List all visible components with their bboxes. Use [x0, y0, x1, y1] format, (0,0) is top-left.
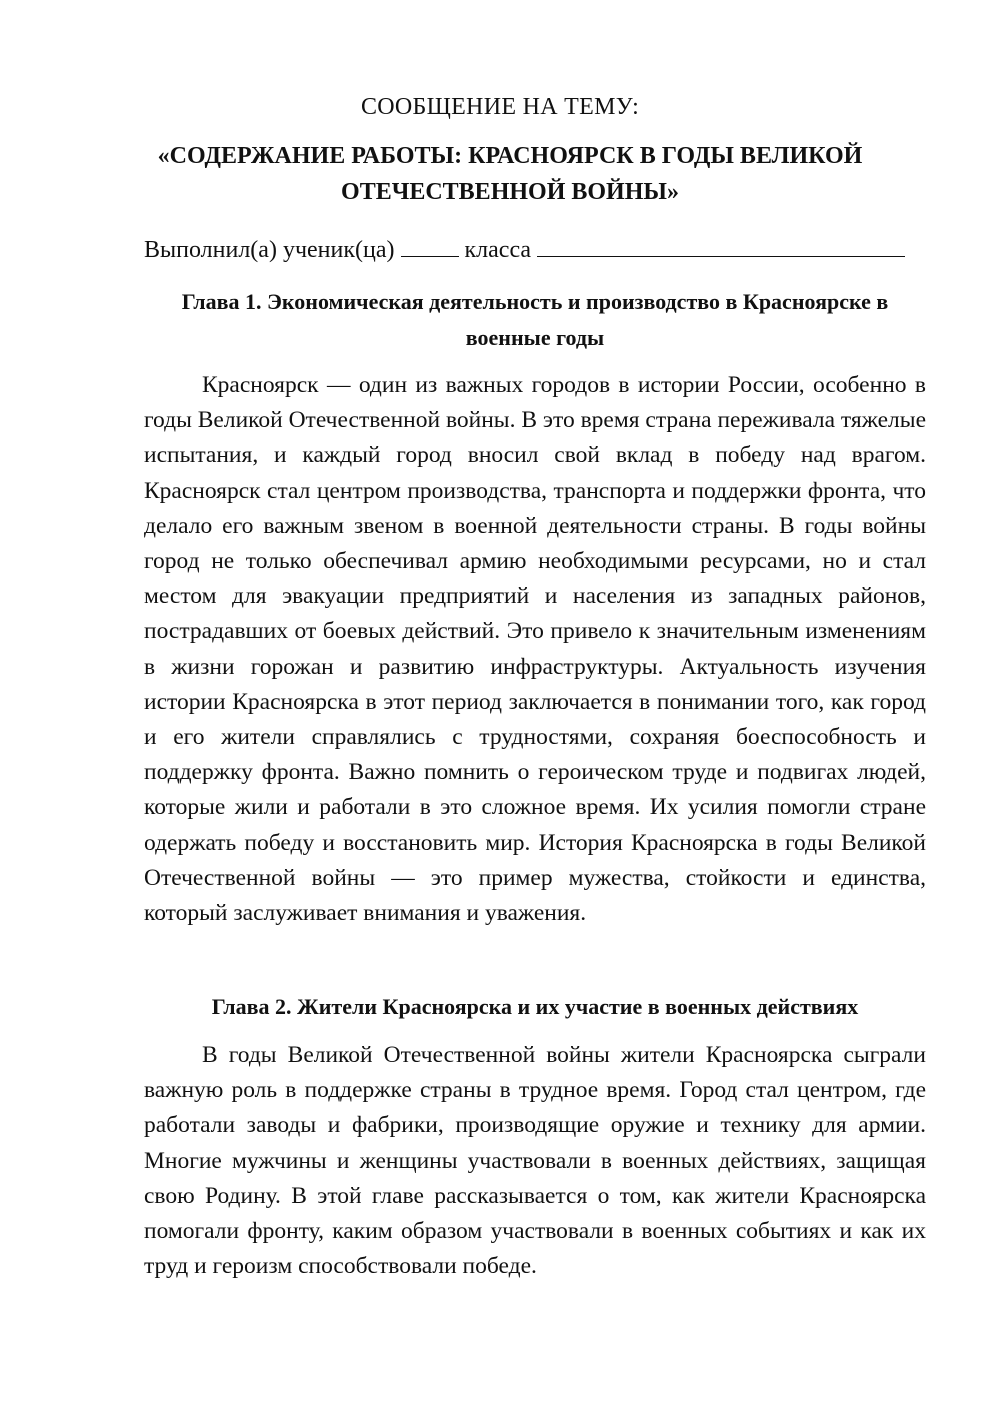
document-title: «СОДЕРЖАНИЕ РАБОТЫ: КРАСНОЯРСК В ГОДЫ ВЕЛИКОЙ ОТЕЧЕСТВЕННОЙ ВОЙНЫ» — [157, 143, 863, 205]
chapter-2-heading: Глава 2. Жители Красноярска и их участие в военных действиях — [211, 994, 859, 1019]
grade-blank-field[interactable] — [401, 230, 459, 257]
chapter-1-text: Красноярск — один из важных городов в истории России, особенно в годы Великой Отечественной войны. В это время страна переживала тяжелые испытания, и каждый город вносил свой вклад в победу над врагом. Красноярск стал центром производства, транспорта и поддержки фронта, что делало его важным звеном в военной деятельности страны. В годы войны город не только обеспечивал армию необходимыми ресурсами, но и стал местом для эвакуации предприятий и населения из западных районов, пострадавших от боевых действий. Это привело к значительным изменениям в жизни горожан и развитию инфраструктуры. Актуальность изучения истории Красноярска в этот период заключается в понимании того, как город и его жители справлялись с трудностями, сохраняя боеспособность и поддержку фронта. Важно помнить о героическом труде и подвигах людей, которые жили и работали в это сложное время. Их усилия помогли стране одержать победу и восстановить мир. История Красноярска в годы Великой Отечественной войны — это пример мужества, стойкости и единства, который заслуживает внимания и уважения. — [144, 372, 926, 927]
chapter-2-text: В годы Великой Отечественной войны жители Красноярска сыграли важную роль в поддержке страны в трудное время. Город стал центром, где работали заводы и фабрики, производящие оружие и технику для армии. Многие мужчины и женщины участвовали в военных действиях, защищая свою Родину. В этой главе рассказывается о том, как жители Красноярска помогали фронту, каким образом участвовали в военных событиях и как их труд и героизм способствовали победе. — [144, 1042, 926, 1280]
performer-line — [144, 230, 934, 267]
document-topic-label: СООБЩЕНИЕ НА ТЕМУ: — [360, 94, 640, 120]
performer-prefix: Выполнил(а) ученик(ца) — [144, 237, 395, 263]
chapter-1-heading: Глава 1. Экономическая деятельность и производство в Красноярске в военные годы — [181, 289, 889, 350]
class-label: класса — [464, 237, 532, 263]
name-blank-field[interactable] — [537, 230, 905, 257]
